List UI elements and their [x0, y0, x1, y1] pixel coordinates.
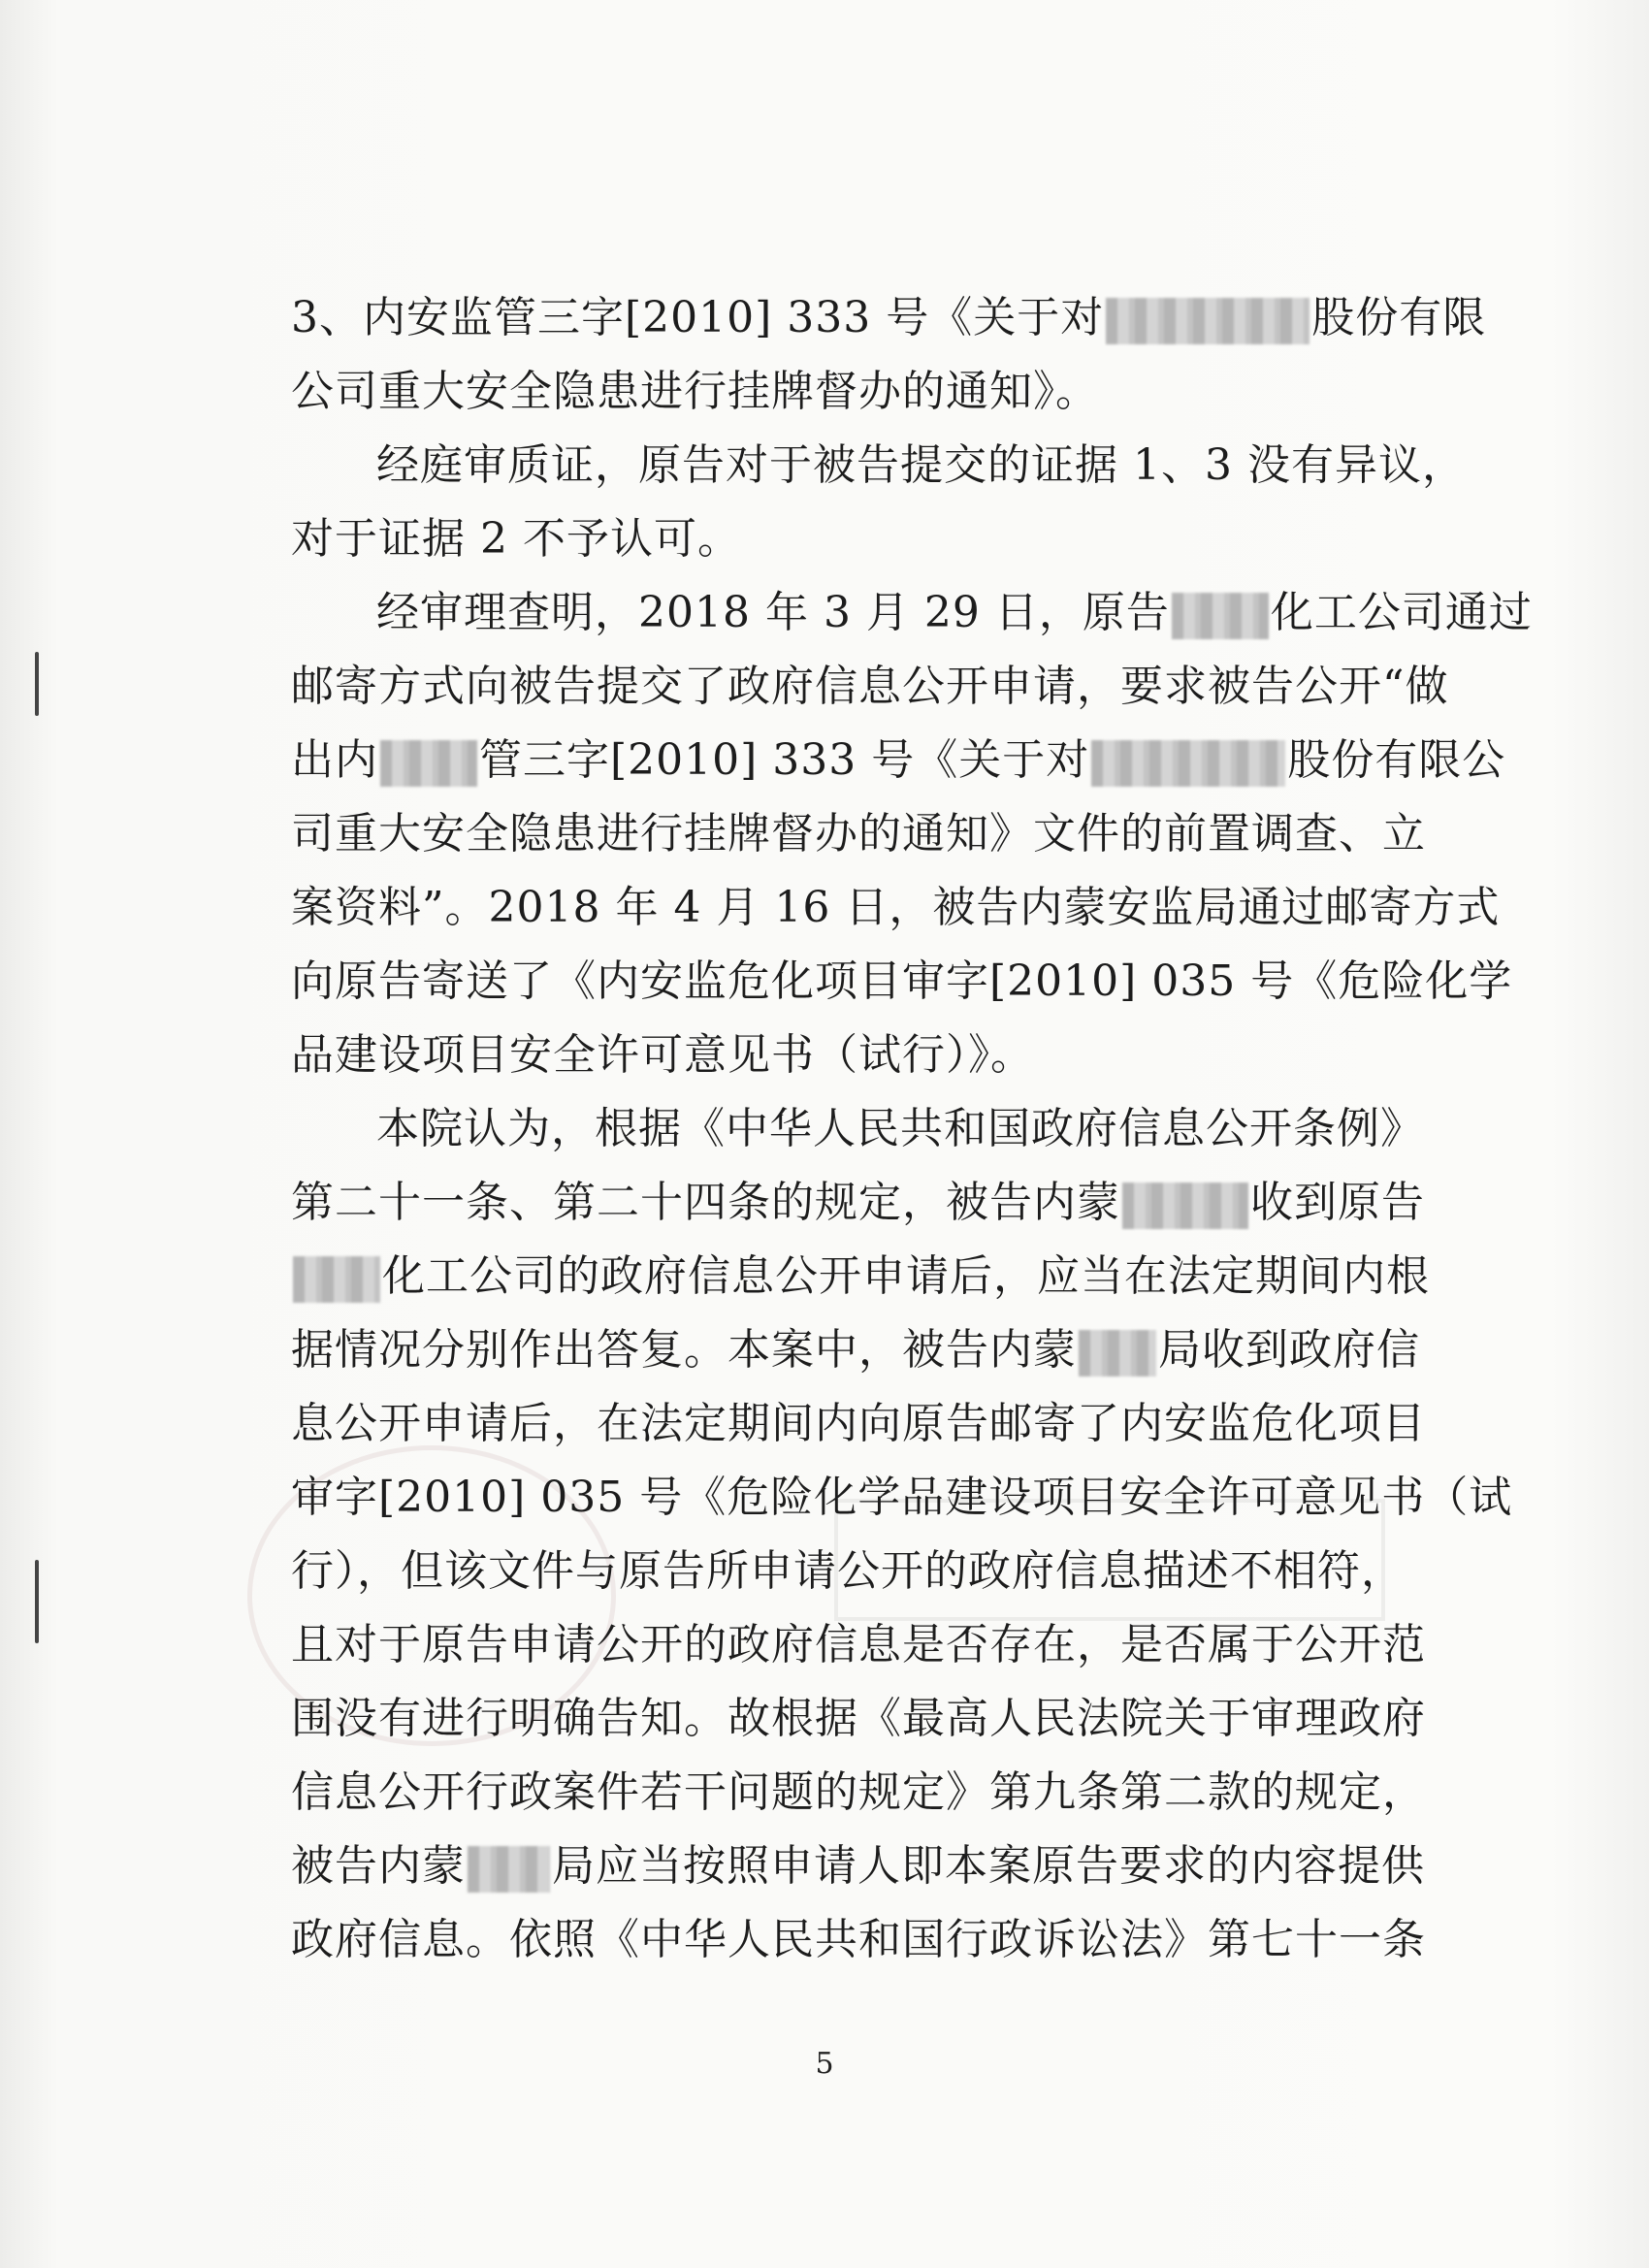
text-segment: 第二十一条、第二十四条的规定，被告内蒙	[291, 1178, 1120, 1227]
text-line	[291, 1092, 1445, 1166]
text-line	[291, 797, 1445, 871]
text-segment: 据情况分别作出答复。本案中，被告内蒙	[291, 1325, 1077, 1375]
text-line	[291, 1682, 1445, 1756]
text-line	[291, 281, 1487, 355]
text-segment: 被告内蒙	[291, 1841, 466, 1891]
text-line	[291, 1313, 1445, 1387]
text-segment: 局应当按照申请人即本案原告要求的内容提供	[552, 1841, 1425, 1891]
text-line	[291, 724, 1506, 797]
text-line	[291, 871, 1501, 945]
text-line	[291, 502, 1445, 576]
text-segment: 审字[2010] 035 号《危险化学品建设项目安全许可意见书（试	[291, 1473, 1513, 1522]
text-segment: 司重大安全隐患进行挂牌督办的通知》文件的前置调查、立	[291, 809, 1426, 859]
text-segment: 政府信息。依照《中华人民共和国行政诉讼法》第七十一条	[291, 1915, 1426, 1964]
redaction-mask	[1172, 593, 1269, 639]
text-line	[291, 1535, 1445, 1608]
text-line	[291, 1830, 1445, 1903]
text-segment: 化工公司通过	[1270, 588, 1533, 637]
text-segment: 管三字[2010] 333 号《关于对	[479, 735, 1090, 785]
staple-mark	[35, 1560, 39, 1643]
text-line	[291, 1756, 1445, 1830]
text-segment: 品建设项目安全许可意见书（试行）》。	[291, 1030, 1034, 1080]
redaction-mask	[1079, 1330, 1156, 1377]
staple-mark	[35, 652, 39, 716]
text-line	[291, 650, 1449, 724]
text-segment: 信息公开行政案件若干问题的规定》第九条第二款的规定，	[291, 1767, 1426, 1817]
text-line	[291, 1166, 1445, 1240]
text-line	[291, 1903, 1445, 1977]
redaction-mask	[293, 1256, 380, 1303]
text-line	[291, 355, 1445, 429]
text-segment: 本院认为，根据《中华人民共和国政府信息公开条例》	[376, 1104, 1424, 1153]
text-segment: 对于证据 2 不予认可。	[291, 514, 741, 564]
text-line	[291, 429, 1466, 502]
redaction-mask	[1091, 740, 1285, 787]
text-segment: 局收到政府信	[1158, 1325, 1420, 1375]
text-segment: 经庭审质证，原告对于被告提交的证据 1、3 没有异议，	[376, 440, 1466, 490]
text-segment: 3、内安监管三字[2010] 333 号《关于对	[291, 293, 1105, 342]
text-line	[291, 945, 1513, 1019]
redaction-mask	[468, 1846, 550, 1893]
text-segment: 案资料”。2018 年 4 月 16 日，被告内蒙安监局通过邮寄方式	[291, 883, 1501, 932]
text-line	[291, 1608, 1445, 1682]
text-segment: 经审理查明，2018 年 3 月 29 日，原告	[376, 588, 1170, 637]
text-line	[291, 1019, 1445, 1092]
text-segment: 公司重大安全隐患进行挂牌督办的通知》。	[291, 367, 1099, 416]
text-line	[291, 1461, 1513, 1535]
text-line	[291, 576, 1533, 650]
body-text	[291, 281, 1533, 1977]
text-segment: 围没有进行明确告知。故根据《最高人民法院关于审理政府	[291, 1694, 1426, 1743]
text-segment: 股份有限	[1311, 293, 1487, 342]
redaction-mask	[1106, 298, 1310, 344]
text-segment: 股份有限公	[1287, 735, 1506, 785]
text-line	[291, 1240, 1445, 1313]
text-segment: 化工公司的政府信息公开申请后，应当在法定期间内根	[382, 1251, 1430, 1301]
text-segment: 邮寄方式向被告提交了政府信息公开申请，要求被告公开“做	[291, 662, 1449, 711]
text-segment: 息公开申请后，在法定期间内向原告邮寄了内安监危化项目	[291, 1399, 1426, 1448]
text-segment: 出内	[291, 735, 378, 785]
text-segment: 行），但该文件与原告所申请公开的政府信息描述不相符，	[291, 1546, 1405, 1596]
redaction-mask	[1122, 1183, 1248, 1229]
page-number: 5	[815, 2047, 834, 2081]
text-segment: 收到原告	[1250, 1178, 1425, 1227]
text-segment: 且对于原告申请公开的政府信息是否存在，是否属于公开范	[291, 1620, 1426, 1669]
text-line	[291, 1387, 1445, 1461]
redaction-mask	[380, 740, 477, 787]
text-segment: 向原告寄送了《内安监危化项目审字[2010] 035 号《危险化学	[291, 956, 1513, 1006]
